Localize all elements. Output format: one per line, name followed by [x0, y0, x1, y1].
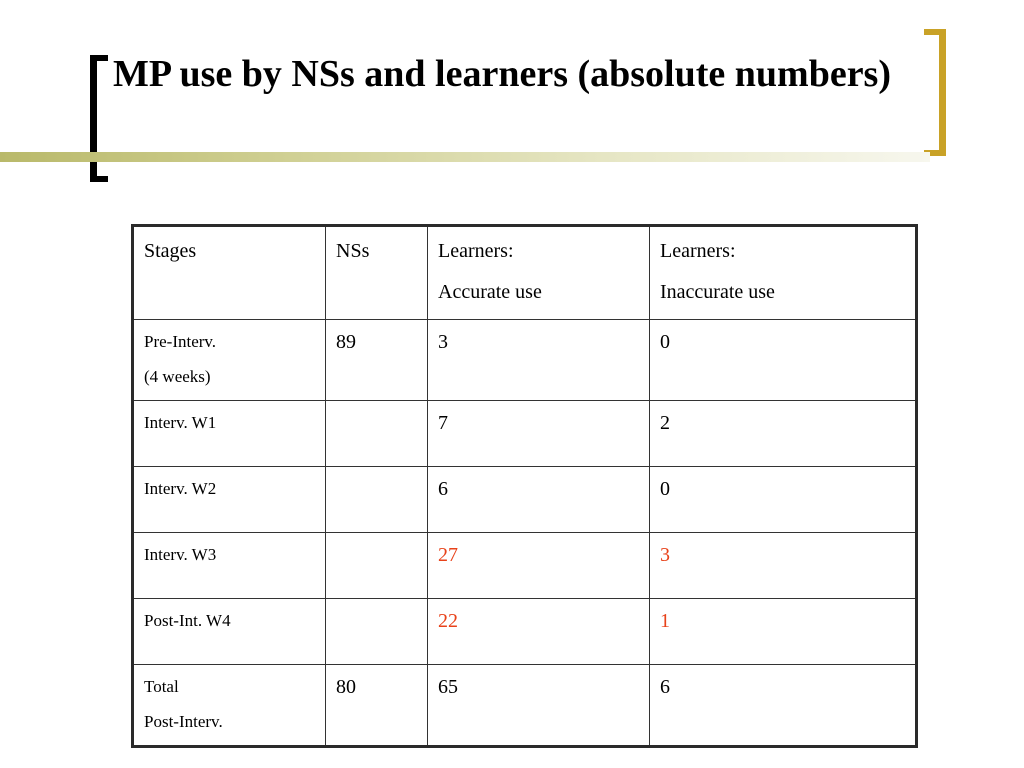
table-row	[133, 599, 917, 665]
right-bracket-decoration	[924, 29, 946, 156]
table-row	[133, 533, 917, 599]
stage-cell	[133, 467, 326, 533]
table-row	[133, 320, 917, 401]
ns-cell	[326, 401, 428, 467]
ns-cell: 80	[326, 665, 428, 747]
accurate-cell: 65	[428, 665, 650, 747]
ns-cell	[326, 467, 428, 533]
accurate-cell: 3	[428, 320, 650, 401]
inaccurate-cell-highlighted: 3	[650, 533, 917, 599]
header-stages-label: Stages	[144, 240, 197, 262]
accurate-cell-highlighted: 22	[428, 599, 650, 665]
table-row	[133, 401, 917, 467]
stage-label-line-1: Pre-Interv.	[144, 332, 217, 351]
stage-cell	[133, 599, 326, 665]
header-inaccurate-line-2: Inaccurate use	[660, 281, 775, 303]
ns-cell	[326, 533, 428, 599]
table-header-row	[133, 226, 917, 320]
header-accurate-line-1: Learners:	[438, 240, 514, 262]
stage-label-line-2: (4 weeks)	[144, 367, 211, 386]
table-row	[133, 467, 917, 533]
header-accurate-line-2: Accurate use	[438, 281, 542, 303]
title-accent-line	[0, 152, 930, 162]
table-row-total	[133, 665, 917, 747]
header-ns-label: NSs	[336, 240, 370, 262]
inaccurate-cell: 6	[650, 665, 917, 747]
stage-cell	[133, 320, 326, 401]
slide-title: MP use by NSs and learners (absolute numbers)	[113, 53, 891, 95]
accurate-cell: 6	[428, 467, 650, 533]
stage-label-line-1: Post-Int. W4	[144, 611, 231, 630]
inaccurate-cell: 2	[650, 401, 917, 467]
header-stages	[133, 226, 326, 320]
stage-label-line-1: Total	[144, 677, 179, 696]
stage-cell	[133, 401, 326, 467]
stage-label-line-1: Interv. W3	[144, 545, 217, 564]
left-bracket-decoration	[90, 55, 108, 182]
stage-label-line-1: Interv. W2	[144, 479, 217, 498]
results-table	[131, 224, 918, 748]
header-accurate	[428, 226, 650, 320]
stage-label-line-1: Interv. W1	[144, 413, 217, 432]
header-inaccurate-line-1: Learners:	[660, 240, 736, 262]
ns-cell: 89	[326, 320, 428, 401]
accurate-cell: 7	[428, 401, 650, 467]
stage-cell	[133, 665, 326, 747]
header-inaccurate	[650, 226, 917, 320]
stage-cell	[133, 533, 326, 599]
header-ns	[326, 226, 428, 320]
inaccurate-cell: 0	[650, 467, 917, 533]
ns-cell	[326, 599, 428, 665]
accurate-cell-highlighted: 27	[428, 533, 650, 599]
inaccurate-cell: 0	[650, 320, 917, 401]
inaccurate-cell-highlighted: 1	[650, 599, 917, 665]
stage-label-line-2: Post-Interv.	[144, 712, 223, 731]
